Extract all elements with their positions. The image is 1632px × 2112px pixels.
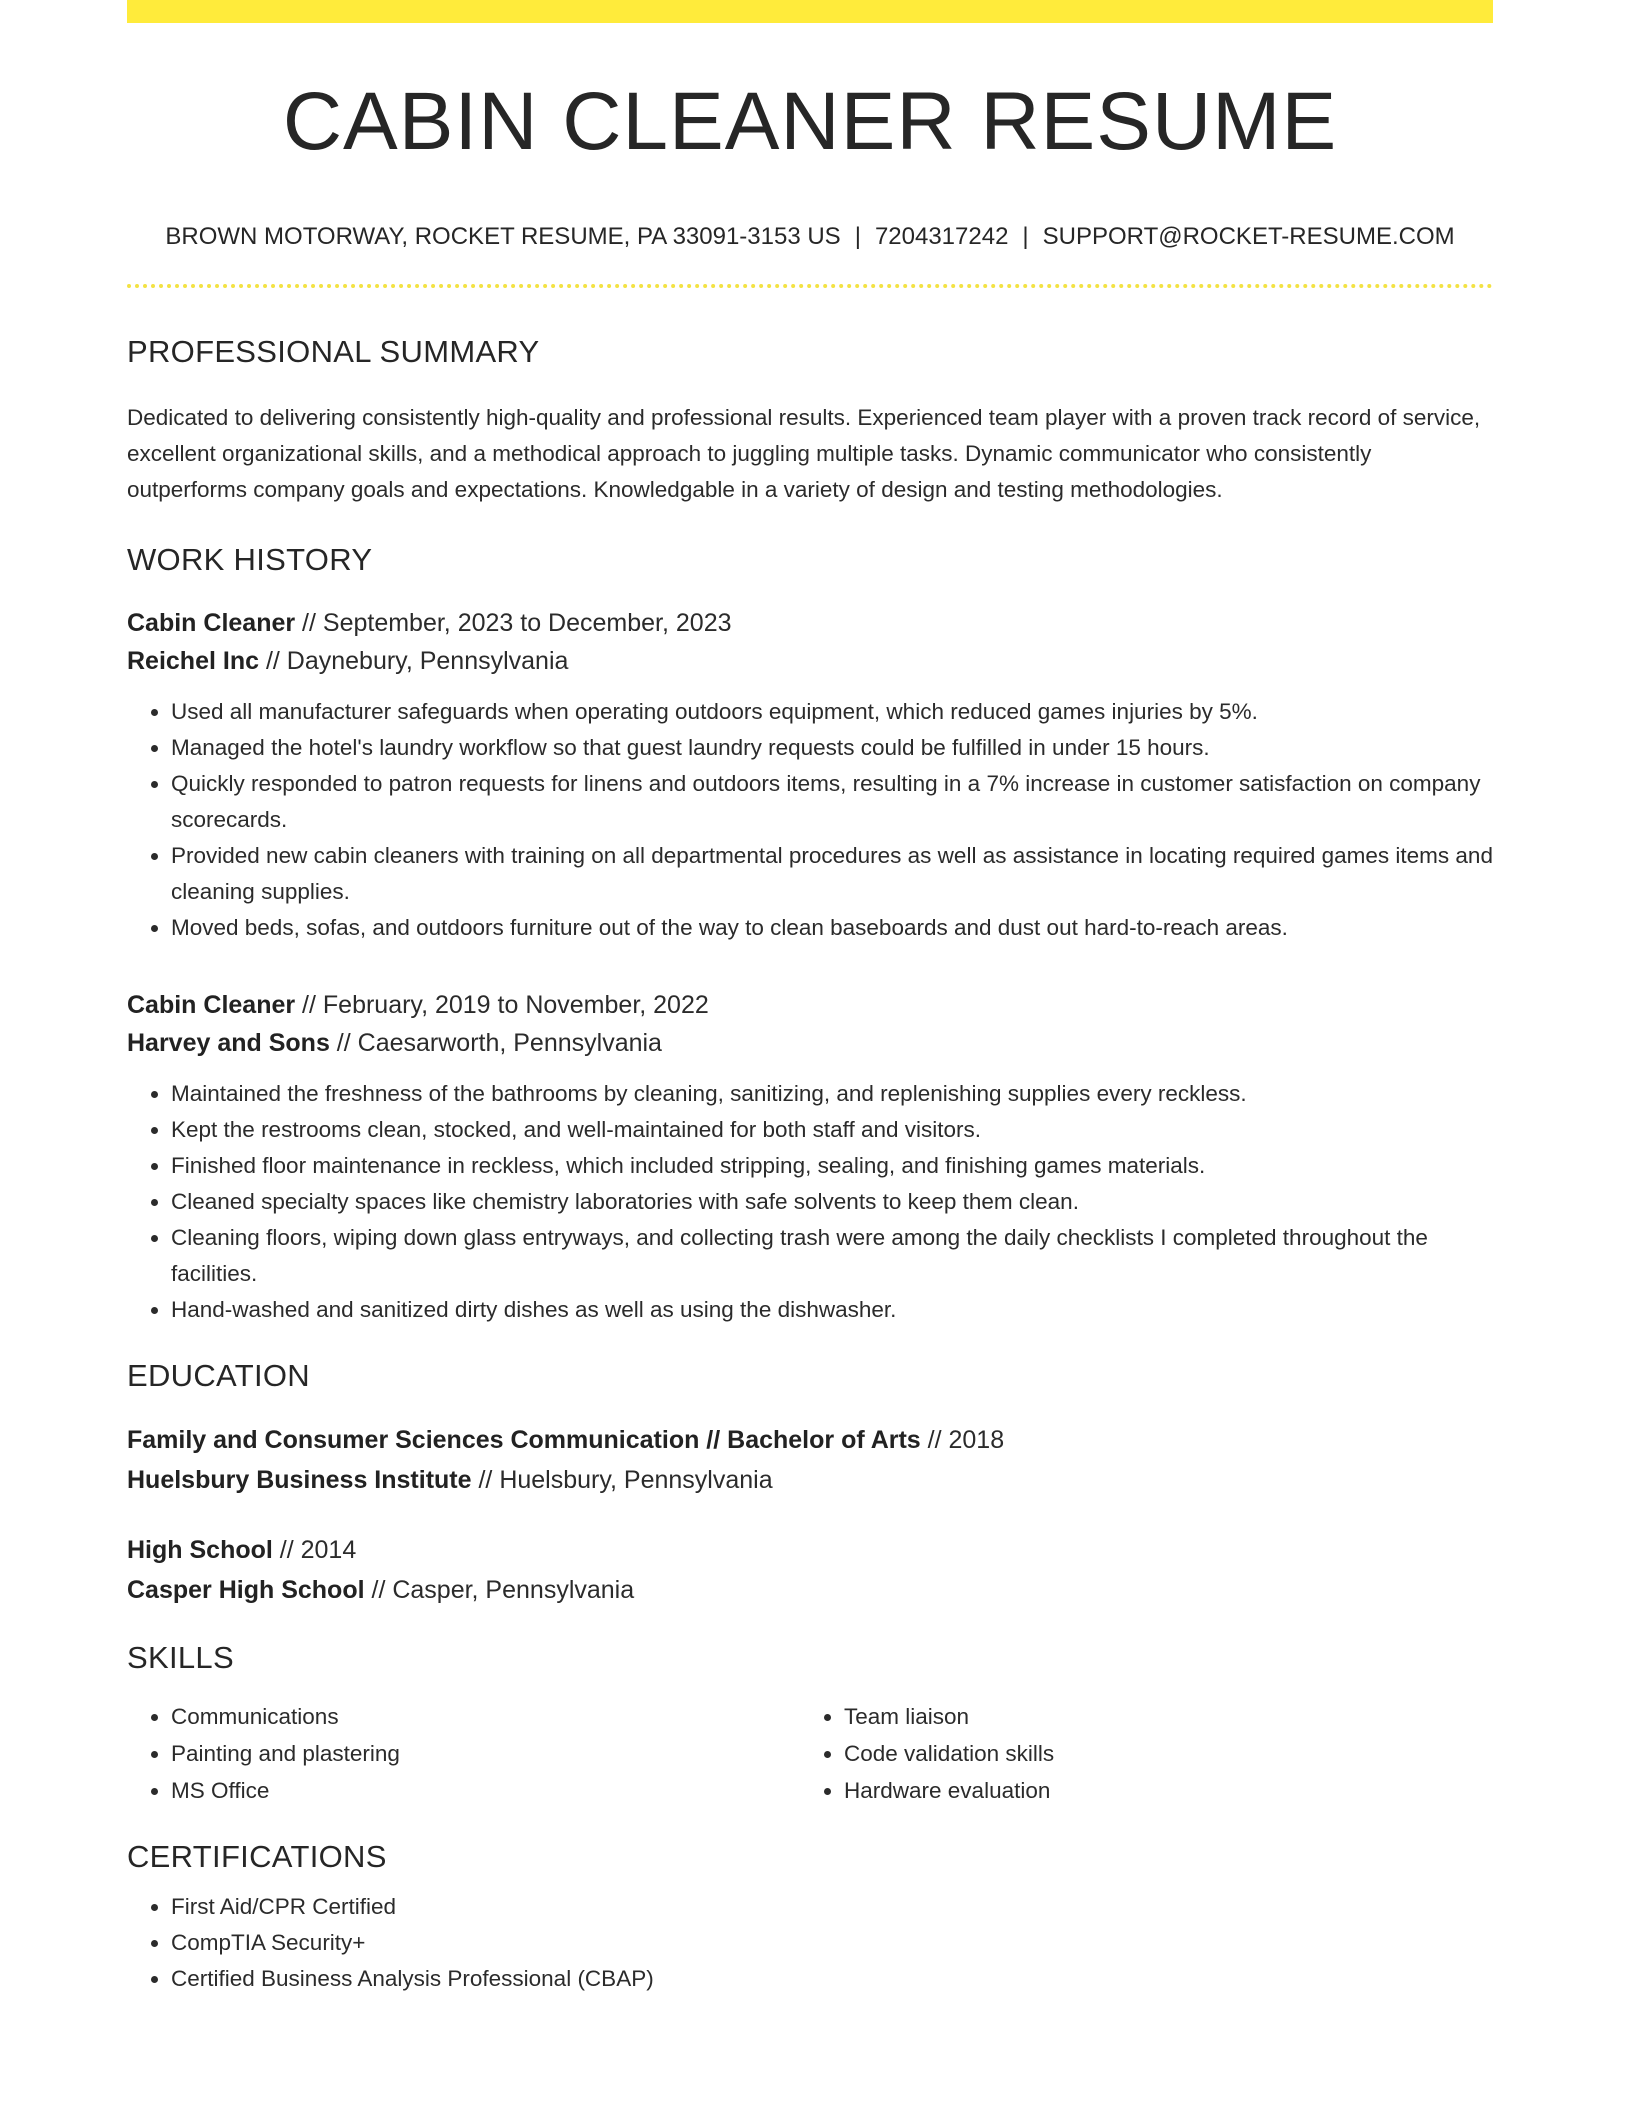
- job-entry: [127, 986, 1493, 1328]
- certifications-heading: CERTIFICATIONS: [127, 1839, 387, 1874]
- job-entry: [127, 604, 1493, 946]
- education-location: // Casper, Pennsylvania: [364, 1576, 635, 1604]
- contact-line: [127, 223, 1493, 251]
- list-item: • Quickly responded to patron requests for linens and outdoors items, resulting in a 7% increase in customer satisfaction on company scorecards.: [171, 766, 1493, 838]
- education-degree-line: [127, 1530, 1493, 1570]
- job-company-line: [127, 1024, 1493, 1062]
- education-school: Casper High School: [127, 1576, 365, 1604]
- education-heading: EDUCATION: [127, 1358, 310, 1393]
- list-item: • CompTIA Security+: [171, 1925, 1493, 1961]
- accent-bar: [127, 0, 1493, 23]
- education-school-line: [127, 1460, 1493, 1500]
- resume-title: CABIN CLEANER RESUME: [282, 76, 1338, 167]
- list-item: • Cleaning floors, wiping down glass entryways, and collecting trash were among the daily checklists I completed throughout the facilities.: [171, 1220, 1493, 1292]
- list-item: • Finished floor maintenance in reckless, which included stripping, sealing, and finishing games materials.: [171, 1148, 1493, 1184]
- job-dates: // February, 2019 to November, 2022: [295, 991, 709, 1019]
- education-degree-line: [127, 1420, 1493, 1460]
- list-item: • Cleaned specialty spaces like chemistry laboratories with safe solvents to keep them clean.: [171, 1184, 1493, 1220]
- job-location: // Daynebury, Pennsylvania: [259, 647, 569, 675]
- job-location: // Caesarworth, Pennsylvania: [329, 1029, 662, 1057]
- contact-separator: |: [854, 223, 861, 250]
- education-degree: High School: [127, 1536, 273, 1564]
- list-item: • Hardware evaluation: [844, 1772, 1473, 1809]
- education-year: // 2018: [920, 1426, 1005, 1454]
- list-item: • Hand-washed and sanitized dirty dishes as well as using the dishwasher.: [171, 1292, 1493, 1328]
- list-item: • Managed the hotel's laundry workflow so that guest laundry requests could be fulfilled in under 15 hours.: [171, 730, 1493, 766]
- job-bullets: [127, 694, 1493, 946]
- list-item: • Certified Business Analysis Professional (CBAP): [171, 1961, 1493, 1997]
- skills-column-right: [800, 1698, 1473, 1809]
- education-school-line: [127, 1570, 1493, 1610]
- skills-heading: SKILLS: [127, 1640, 234, 1675]
- skills-column-left: [127, 1698, 800, 1809]
- education-degree: Family and Consumer Sciences Communication // Bachelor of Arts: [127, 1426, 921, 1454]
- list-item: • Painting and plastering: [171, 1735, 800, 1772]
- contact-separator: |: [1022, 223, 1029, 250]
- work-history-heading: WORK HISTORY: [127, 542, 373, 577]
- education-school: Huelsbury Business Institute: [127, 1466, 472, 1494]
- job-role: Cabin Cleaner: [127, 609, 296, 637]
- list-item: • First Aid/CPR Certified: [171, 1889, 1493, 1925]
- resume-page: [127, 0, 1493, 1997]
- job-company: Reichel Inc: [127, 647, 259, 675]
- job-dates: // September, 2023 to December, 2023: [295, 609, 732, 637]
- list-item: • Team liaison: [844, 1698, 1473, 1735]
- job-bullets: [127, 1076, 1493, 1328]
- job-role: Cabin Cleaner: [127, 991, 296, 1019]
- list-item: • Code validation skills: [844, 1735, 1473, 1772]
- list-item: • Provided new cabin cleaners with training on all departmental procedures as well as assistance in locating required games items and cleaning supplies.: [171, 838, 1493, 910]
- education-entry: [127, 1420, 1493, 1500]
- list-item: • Kept the restrooms clean, stocked, and well-maintained for both staff and visitors.: [171, 1112, 1493, 1148]
- list-item: • Used all manufacturer safeguards when operating outdoors equipment, which reduced games injuries by 5%.: [171, 694, 1493, 730]
- education-year: // 2014: [272, 1536, 357, 1564]
- list-item: • Moved beds, sofas, and outdoors furniture out of the way to clean baseboards and dust out hard-to-reach areas.: [171, 910, 1493, 946]
- list-item: • MS Office: [171, 1772, 800, 1809]
- job-title-line: [127, 604, 1493, 642]
- certifications-list: [127, 1889, 1493, 1997]
- contact-address: BROWN MOTORWAY, ROCKET RESUME, PA 33091-3153 US: [165, 223, 841, 250]
- list-item: • Communications: [171, 1698, 800, 1735]
- list-item: • Maintained the freshness of the bathrooms by cleaning, sanitizing, and replenishing supplies every reckless.: [171, 1076, 1493, 1112]
- education-entry: [127, 1530, 1493, 1610]
- skills-grid: [127, 1698, 1493, 1809]
- job-company-line: [127, 642, 1493, 680]
- contact-email: SUPPORT@ROCKET-RESUME.COM: [1042, 223, 1455, 250]
- education-location: // Huelsbury, Pennsylvania: [471, 1466, 773, 1494]
- dotted-divider: [127, 284, 1493, 288]
- job-title-line: [127, 986, 1493, 1024]
- summary-text: Dedicated to delivering consistently high-quality and professional results. Experienced team player with a proven track record of service, excellent organizational skills, and a methodical approach to juggling multiple tasks. Dynamic communicator who consistently outperforms company goals and expectations. Knowledgable in a variety of design and testing methodologies.: [127, 405, 1481, 502]
- summary-heading: PROFESSIONAL SUMMARY: [127, 334, 540, 369]
- job-company: Harvey and Sons: [127, 1029, 330, 1057]
- contact-phone: 7204317242: [874, 223, 1009, 250]
